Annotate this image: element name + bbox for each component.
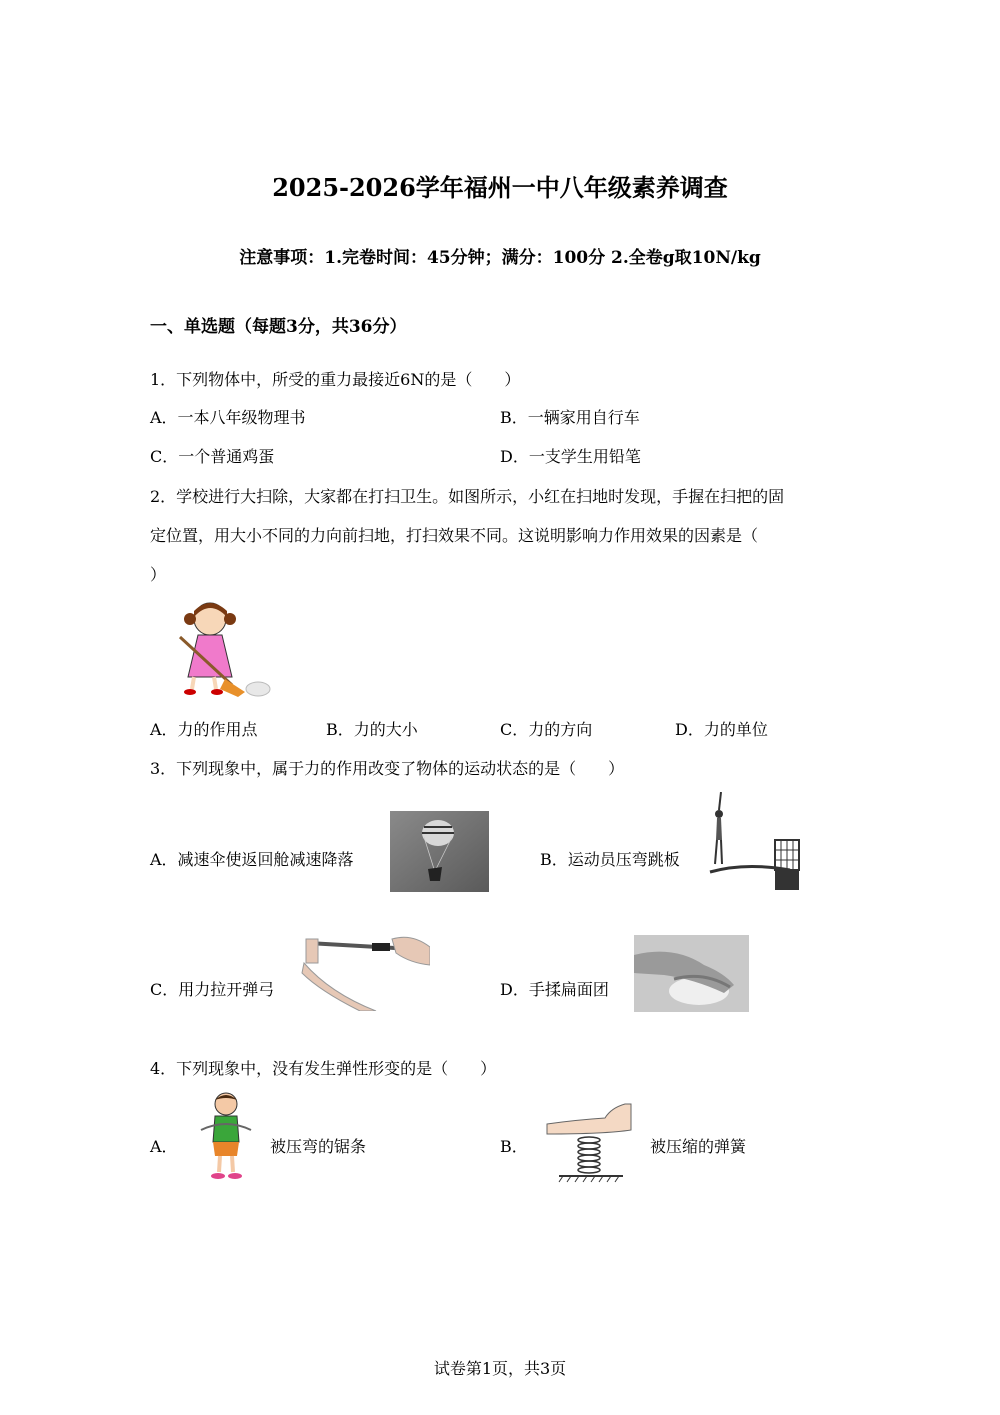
q1-option-c: C．一个普通鸡蛋 bbox=[150, 447, 275, 466]
q3-stem: 3．下列现象中，属于力的作用改变了物体的运动状态的是（ ） bbox=[150, 759, 625, 778]
page-footer: 试卷第1页，共3页 bbox=[433, 1359, 567, 1378]
q4-stem: 4．下列现象中，没有发生弹性形变的是（ ） bbox=[150, 1059, 497, 1078]
q2-stem-line1: 2．学校进行大扫除，大家都在打扫卫生。如图所示，小红在扫地时发现，手握在扫把的固 bbox=[150, 487, 785, 506]
q4-option-b-letter: B． bbox=[500, 1137, 528, 1156]
q4-option-a-text: 被压弯的锯条 bbox=[270, 1137, 367, 1156]
q3-option-b: B．运动员压弯跳板 bbox=[540, 850, 680, 869]
q2-stem-line2: 定位置，用大小不同的力向前扫地，打扫效果不同。这说明影响力作用效果的因素是（ bbox=[150, 526, 759, 545]
compressed-spring-illustration bbox=[545, 1100, 633, 1185]
q2-stem-line3: ） bbox=[150, 565, 167, 584]
q1-option-b: B．一辆家用自行车 bbox=[500, 408, 640, 427]
q3-option-c: C．用力拉开弹弓 bbox=[150, 980, 275, 999]
slingshot-photo bbox=[300, 933, 430, 1011]
q1-option-a: A．一本八年级物理书 bbox=[150, 408, 306, 427]
girl-sweeping-illustration bbox=[170, 597, 275, 702]
dough-kneading-photo bbox=[634, 935, 749, 1012]
page-title: 2025-2026学年福州一中八年级素养调查 bbox=[272, 173, 728, 202]
q3-option-a: A．减速伞使返回舱减速降落 bbox=[150, 850, 354, 869]
boy-bending-saw-illustration bbox=[193, 1090, 259, 1185]
q4-option-a-letter: A． bbox=[150, 1137, 178, 1156]
q1-option-d: D．一支学生用铅笔 bbox=[500, 447, 641, 466]
q3-option-d: D．手揉扁面团 bbox=[500, 980, 609, 999]
q4-option-b-text: 被压缩的弹簧 bbox=[650, 1137, 747, 1156]
exam-notice: 注意事项：1.完卷时间：45分钟；满分：100分 2.全卷g取10N/kg bbox=[239, 248, 761, 268]
q2-option-c: C．力的方向 bbox=[500, 720, 593, 739]
section-heading: 一、单选题（每题3分，共36分） bbox=[150, 317, 407, 337]
q2-option-a: A．力的作用点 bbox=[150, 720, 258, 739]
q2-option-b: B．力的大小 bbox=[326, 720, 418, 739]
parachute-capsule-photo bbox=[390, 811, 489, 892]
diving-board-illustration bbox=[705, 792, 802, 892]
q2-option-d: D．力的单位 bbox=[675, 720, 768, 739]
q1-stem: 1．下列物体中，所受的重力最接近6N的是（ ） bbox=[150, 370, 521, 389]
